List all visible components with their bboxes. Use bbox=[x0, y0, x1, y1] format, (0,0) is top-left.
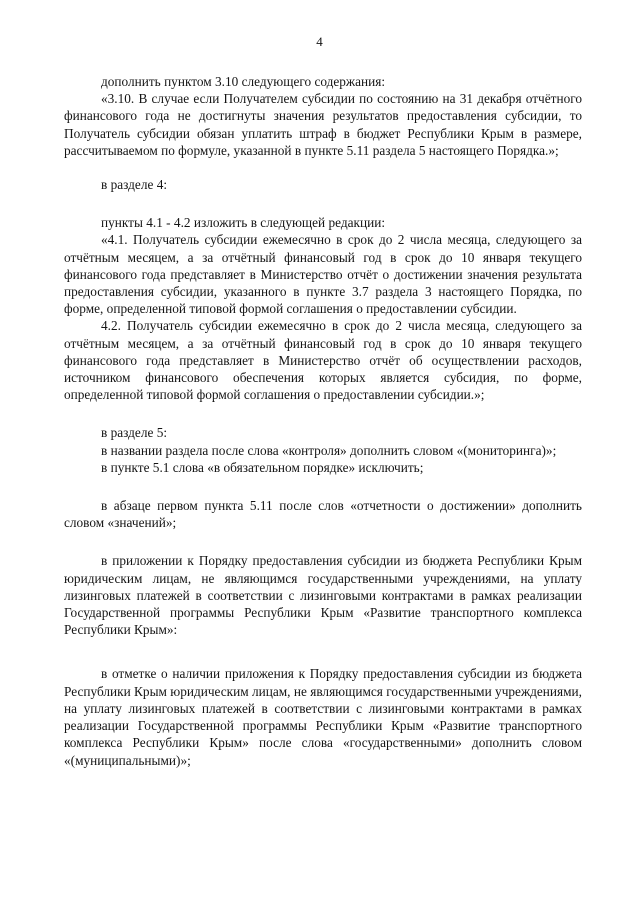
spacer bbox=[64, 531, 582, 552]
spacer bbox=[64, 638, 582, 665]
spacer bbox=[64, 476, 582, 497]
paragraph-section-5: в разделе 5: bbox=[101, 425, 168, 441]
paragraph-point-5-1: в пункте 5.1 слова «в обязательном порядке» исключить; bbox=[101, 459, 424, 475]
paragraph-appendix: в приложении к Порядку предоставления субсидии из бюджета Республики Крым юридическим лицам, не являющимся государственными учреждениями, на уплату лизинговых платежей в соответствии с лизинговыми контрактами в рамках реализации Государственной программы Республики Крым «Развитие транспортного комплекса Республики Крым»: bbox=[64, 553, 582, 638]
paragraph-section-name-change: в названии раздела после слова «контроля» дополнить словом «(мониторинга)»; bbox=[101, 442, 557, 458]
paragraph-point-5-11: в абзаце первом пункта 5.11 после слов «отчетности о достижении» дополнить словом «значений»; bbox=[64, 498, 582, 531]
paragraph-points-4-1-4-2-intro: пункты 4.1 - 4.2 изложить в следующей редакции: bbox=[101, 215, 386, 231]
spacer bbox=[64, 159, 582, 176]
spacer bbox=[64, 403, 582, 424]
paragraph-add-point-3-10: дополнить пунктом 3.10 следующего содержания: bbox=[101, 74, 386, 89]
page-number: 4 bbox=[316, 34, 323, 49]
paragraph-point-3-10: «3.10. В случае если Получателем субсидии по состоянию на 31 декабря отчётного финансового года не достигнуты значения результатов предоставления субсидии, то Получатель субсидии обязан уплатить штраф в бюджет Республики Крым в размере, рассчитываемом по формуле, указанной в пункте 5.11 раздела 5 настоящего Порядка.»; bbox=[64, 91, 582, 158]
paragraph-point-4-1: «4.1. Получатель субсидии ежемесячно в срок до 2 числа месяца, следующего за отчётным месяцем, а за отчётный финансовый год в срок до 10 января текущего финансового года представляет в Министерство отчёт о достижении значения результата предоставления субсидии, указанного в пункте 3.7 раздела 3 настоящего Порядка, по форме, определенной типовой формой соглашения о предоставлении субсидии. bbox=[64, 232, 582, 317]
paragraph-appendix-mark: в отметке о наличии приложения к Порядку предоставления субсидии из бюджета Республики Крым юридическим лицам, не являющимся государственными учреждениями, на уплату лизинговых платежей в соответствии с лизинговыми контрактами в рамках реализации Государственной программы Республики Крым «Развитие транспортного комплекса Республики Крым» после слова «государственными» дополнить словом «(муниципальными)»; bbox=[64, 666, 582, 768]
paragraph-section-4: в разделе 4: bbox=[101, 177, 168, 193]
paragraph-point-4-2: 4.2. Получатель субсидии ежемесячно в срок до 2 числа месяца, следующего за отчётным месяцем, а за отчётный финансовый год в срок до 10 января текущего финансового года представляет в Министерство отчёт об осуществлении расходов, источником финансового обеспечения которых является субсидия, по форме, определенной типовой формой соглашения о предоставлении субсидии.»; bbox=[64, 318, 582, 403]
document-body bbox=[64, 73, 582, 769]
spacer bbox=[64, 193, 582, 214]
